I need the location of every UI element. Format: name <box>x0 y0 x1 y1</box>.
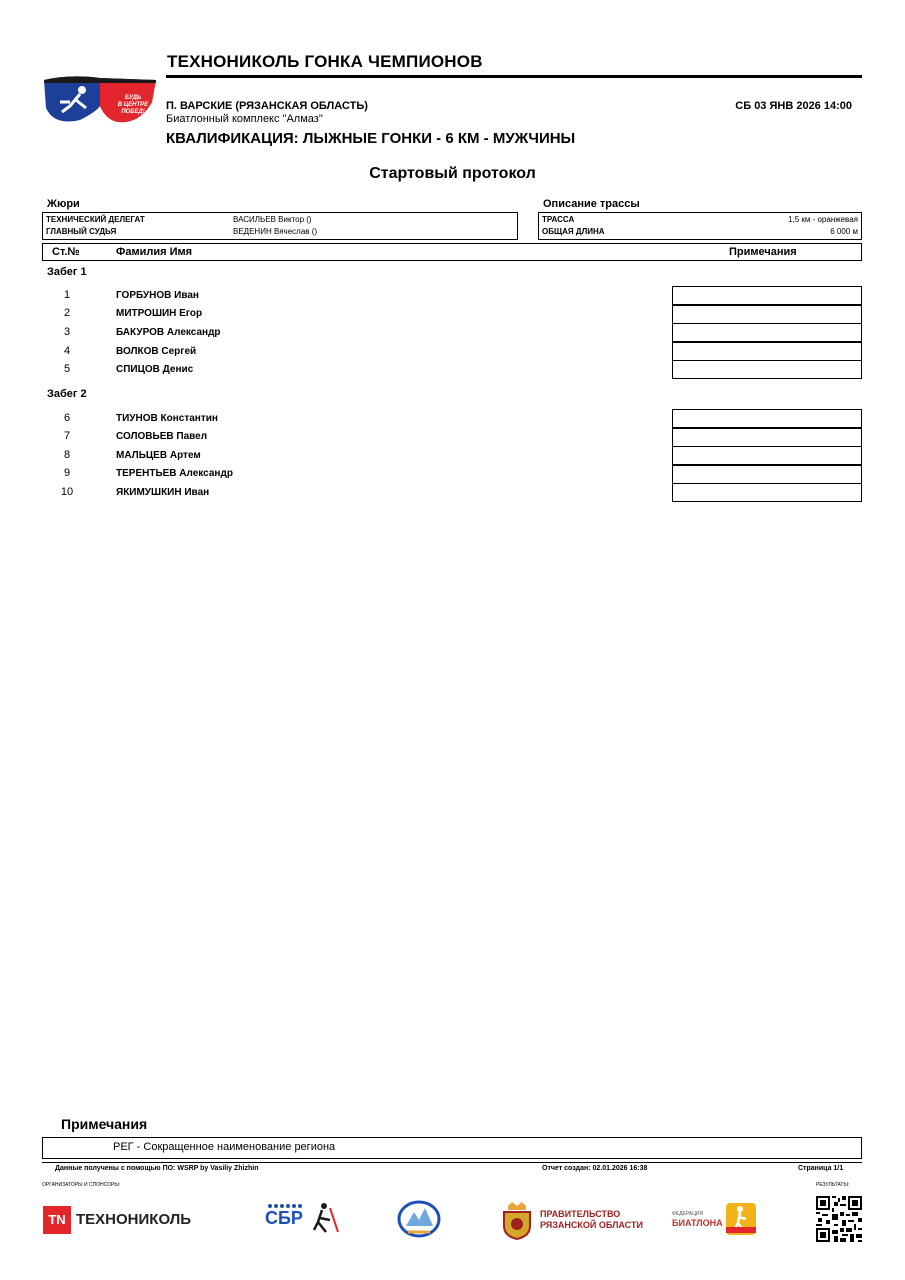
software-credit: Данные получены с помощью ПО: WSRP by Vasiliy Zhizhin <box>55 1165 259 1172</box>
document-title: Стартовый протокол <box>369 165 536 182</box>
athlete-note-box <box>672 428 862 447</box>
athlete-note-box <box>672 286 862 305</box>
col-name: Фамилия Имя <box>116 246 193 258</box>
venue: П. ВАРСКИЕ (РЯЗАНСКАЯ ОБЛАСТЬ) <box>166 100 368 112</box>
athlete-name: ЯКИМУШКИН Иван <box>116 487 210 498</box>
results-label: РЕЗУЛЬТАТЫ: <box>816 1182 850 1188</box>
course-key: ОБЩАЯ ДЛИНА <box>542 227 605 236</box>
competition-title: ТЕХНОНИКОЛЬ ГОНКА ЧЕМПИОНОВ <box>167 52 483 71</box>
athlete-note-box <box>672 342 862 361</box>
athlete-note-box <box>672 409 862 428</box>
athlete-bib: 6 <box>63 412 71 424</box>
title-divider <box>166 75 862 78</box>
course-row <box>542 215 858 227</box>
logo-slogan: БУДЬ В ЦЕНТРЕ ПОБЕД! <box>117 95 149 115</box>
athlete-bib: 10 <box>60 486 74 498</box>
athlete-bib: 4 <box>63 345 71 357</box>
athlete-name: СОЛОВЬЕВ Павел <box>116 431 208 442</box>
athlete-name: СПИЦОВ Денис <box>116 364 194 375</box>
athlete-bib: 1 <box>63 289 71 301</box>
athlete-name: БАКУРОВ Александр <box>116 327 221 338</box>
athlete-note-box <box>672 305 862 324</box>
table-header <box>42 243 862 261</box>
athlete-name: МАЛЬЦЕВ Артем <box>116 450 201 461</box>
venue-complex: Биатлонный комплекс "Алмаз" <box>166 113 323 125</box>
course-value: 1,5 км - оранжевая <box>788 215 858 224</box>
notes-box <box>42 1137 862 1159</box>
government-logo-text: ПРАВИТЕЛЬСТВО РЯЗАНСКОЙ ОБЛАСТИ <box>540 1209 643 1230</box>
jury-role: ТЕХНИЧЕСКИЙ ДЕЛЕГАТ <box>46 215 145 224</box>
athlete-bib: 8 <box>63 449 71 461</box>
notes-text: РЕГ - Сокращенное наименование региона <box>113 1141 336 1153</box>
course-label: Описание трассы <box>543 198 640 210</box>
athlete-bib: 9 <box>63 467 71 479</box>
jury-person: ВЕДЕНИН Вячеслав () <box>233 227 318 236</box>
athlete-name: МИТРОШИН Егор <box>116 308 203 319</box>
emblem-logo <box>396 1198 442 1240</box>
col-notes: Примечания <box>729 246 797 258</box>
jury-row <box>46 215 514 227</box>
athlete-note-box <box>672 360 862 379</box>
footer-divider <box>42 1162 862 1163</box>
athlete-name: ТЕРЕНТЬЕВ Александр <box>116 468 233 479</box>
col-bib: Ст.№ <box>52 246 80 258</box>
ryazan-coat-of-arms-icon <box>500 1200 534 1240</box>
athlete-note-box <box>672 446 862 465</box>
heat-label: Забег 2 <box>47 388 87 400</box>
results-qr-code[interactable] <box>816 1196 862 1242</box>
athlete-bib: 5 <box>63 363 71 375</box>
event-datetime: СБ 03 ЯНВ 2026 14:00 <box>735 100 852 112</box>
course-box <box>538 212 862 240</box>
biathlon-federation-logo-text: ФЕДЕРАЦИЯ БИАТЛОНА <box>672 1211 723 1228</box>
course-row <box>542 227 858 239</box>
report-created: Отчет создан: 02.01.2026 16:38 <box>542 1165 648 1172</box>
biathlete-icon <box>722 1201 758 1237</box>
athlete-name: ВОЛКОВ Сергей <box>116 346 197 357</box>
athlete-note-box <box>672 483 862 502</box>
tehnonikol-logo-mark: TN <box>43 1206 71 1234</box>
athlete-note-box <box>672 323 862 342</box>
jury-person: ВАСИЛЬЕВ Виктор () <box>233 215 312 224</box>
athlete-bib: 2 <box>63 307 71 319</box>
course-key: ТРАССА <box>542 215 575 224</box>
athlete-name: ГОРБУНОВ Иван <box>116 290 199 301</box>
course-value: 6 000 м <box>830 227 858 236</box>
jury-row <box>46 227 514 239</box>
athlete-note-box <box>672 465 862 484</box>
jury-box <box>42 212 518 240</box>
athlete-bib: 3 <box>63 326 71 338</box>
sbr-logo-text: СБР <box>265 1208 303 1228</box>
jury-label: Жюри <box>47 198 80 210</box>
athlete-name: ТИУНОВ Константин <box>116 413 218 424</box>
tehnonikol-logo-text: ТЕХНОНИКОЛЬ <box>76 1211 192 1228</box>
event-name: КВАЛИФИКАЦИЯ: ЛЫЖНЫЕ ГОНКИ - 6 КМ - МУЖЧИНЫ <box>166 130 576 147</box>
page-number: Страница 1/1 <box>798 1165 844 1172</box>
jury-role: ГЛАВНЫЙ СУДЬЯ <box>46 227 117 236</box>
heat-label: Забег 1 <box>47 266 87 278</box>
organizers-label: ОРГАНИЗАТОРЫ И СПОНСОРЫ: <box>42 1182 121 1188</box>
notes-heading: Примечания <box>61 1116 148 1132</box>
athlete-bib: 7 <box>63 430 71 442</box>
